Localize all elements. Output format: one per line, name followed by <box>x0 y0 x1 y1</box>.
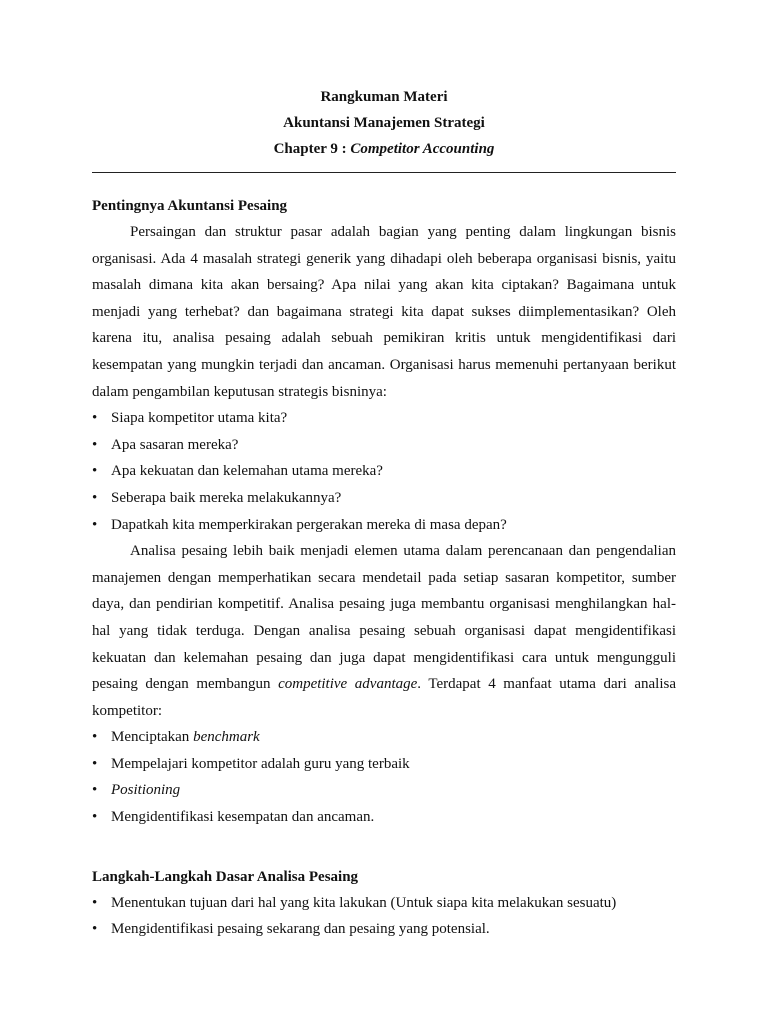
list-item: • Apa kekuatan dan kelemahan utama mereka? <box>92 458 676 485</box>
chapter-label: Chapter 9 : <box>273 141 351 157</box>
list-item-text: Menciptakan <box>111 729 194 746</box>
list-item: • Mempelajari kompetitor adalah guru yang terbaik <box>92 751 676 778</box>
list-item: • Menentukan tujuan dari hal yang kita lakukan (Untuk siapa kita melakukan sesuatu) <box>92 890 676 917</box>
title-block <box>92 84 676 162</box>
list-item-emphasis: benchmark <box>193 729 260 746</box>
title-line-2: Akuntansi Manajemen Strategi <box>283 115 485 131</box>
list-item-emphasis: Positioning <box>111 782 181 799</box>
section-heading-1: Pentingnya Akuntansi Pesaing <box>92 198 288 214</box>
question-list <box>92 405 676 538</box>
paragraph-1: Persaingan dan struktur pasar adalah bagian yang penting dalam lingkungan bisnis organisasi. Ada 4 masalah strategi generik yang dihadapi oleh beberapa organisasi bisnis, yaitu masalah dimana kita akan bersaing? Apa nilai yang akan kita ciptakan? Bagaimana untuk menjadi yang terhebat? dan bagaimana strategi kita dapat sukses diimplementasikan? Oleh karena itu, analisa pesaing adalah sebuah pemikiran kritis untuk mengidentifikasi dari kesempatan yang mungkin terjadi dan ancaman. Organisasi harus memenuhi pertanyaan berikut dalam pengambilan keputusan strategis bisninya: <box>92 224 676 400</box>
list-item <box>92 777 676 804</box>
title-line-3 <box>92 136 676 162</box>
list-item: • Apa sasaran mereka? <box>92 432 676 459</box>
section-heading-2: Langkah-Langkah Dasar Analisa Pesaing <box>92 868 359 885</box>
paragraph-2-text-b: . Terdapat 4 manfaat utama dari analisa kompetitor: <box>92 676 676 719</box>
paragraph-2-emphasis: competitive advantage <box>278 676 418 693</box>
list-item: • Siapa kompetitor utama kita? <box>92 405 676 432</box>
list-item: • Mengidentifikasi pesaing sekarang dan pesaing yang potensial. <box>92 916 676 943</box>
benefit-list <box>92 724 676 830</box>
list-item <box>92 724 676 751</box>
title-divider <box>92 172 676 173</box>
paragraph-2 <box>92 538 676 724</box>
list-item: • Dapatkah kita memperkirakan pergerakan mereka di masa depan? <box>92 512 676 539</box>
document-page <box>92 84 676 943</box>
list-item: • Mengidentifikasi kesempatan dan ancaman. <box>92 804 676 831</box>
steps-list <box>92 890 676 943</box>
list-item: • Seberapa baik mereka melakukannya? <box>92 485 676 512</box>
title-line-1: Rangkuman Materi <box>320 89 448 105</box>
paragraph-2-text-a: Analisa pesaing lebih baik menjadi elemen utama dalam perencanaan dan pengendalian manajemen dengan memperhatikan secara mendetail pada setiap sasaran kompetitor, sumber daya, dan pendirian kompetitif. Analisa pesaing juga membantu organisasi menghilangkan hal-hal yang tidak terduga. Dengan analisa pesaing sebuah organisasi dapat mengidentifikasi kekuatan dan kelemahan pesaing dan juga dapat mengidentifikasi cara untuk mengungguli pesaing dengan membangun <box>92 543 676 693</box>
chapter-title: Competitor Accounting <box>350 141 495 157</box>
